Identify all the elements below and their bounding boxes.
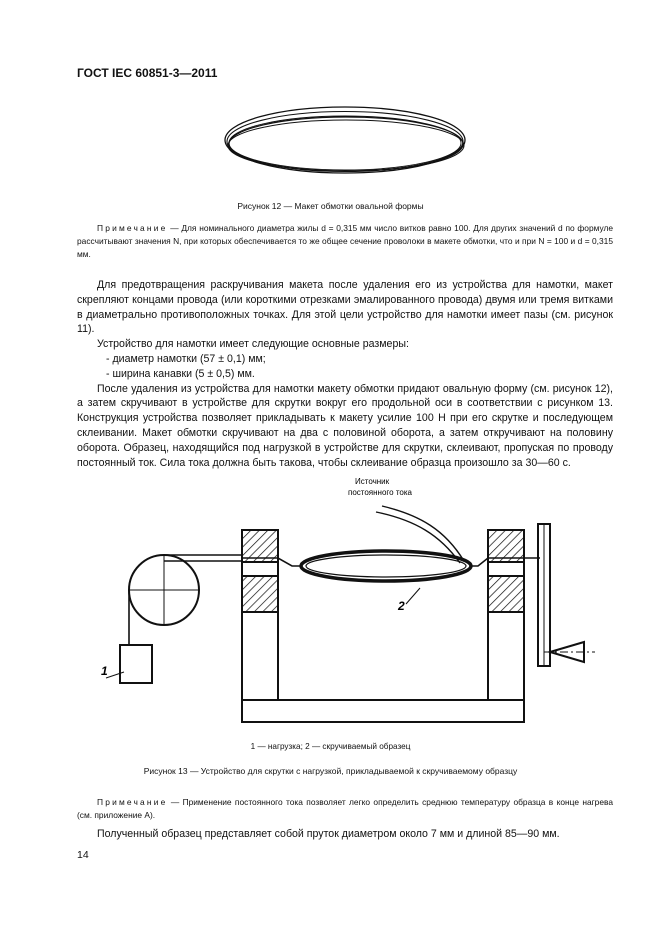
page-number: 14 xyxy=(77,849,89,861)
figure-12-oval-coil xyxy=(215,98,475,193)
note-1 xyxy=(77,222,613,261)
label-2: 2 xyxy=(398,599,405,613)
figure-13-caption: Рисунок 13 — Устройство для скрутки с нагрузкой, прикладываемой к скручиваемому образцу xyxy=(143,766,518,776)
body-text xyxy=(77,278,613,470)
note-1-text: — Для номинального диаметра жилы d = 0,315 мм число витков равно 100. Для других значений d по формуле рассчитывают значения N, при которых обеспечивается то же общее сечение проволоки в макете обмотки, что и при N = 100 и d = 0,315 мм. xyxy=(77,223,613,259)
paragraph-2: Устройство для намотки имеет следующие основные размеры: xyxy=(97,338,409,351)
figure-13-twisting-device xyxy=(95,472,615,734)
note-1-label: Примечание xyxy=(97,223,168,233)
document-header: ГОСТ IEC 60851-3—2011 xyxy=(77,66,218,80)
source-label-line-2: постоянного тока xyxy=(348,488,412,497)
note-2 xyxy=(77,796,613,822)
source-label-line-1: Источник xyxy=(355,477,390,486)
paragraph-3: После удаления из устройства для намотки макету обмотки придают овальную форму (см. рисунок 12), а затем скручивают в устройстве для скрутки вокруг его продольной оси в соответствии с рисунком 13. Конструкция устройства позволяет прикладывать к макету усилие 100 Н при его скрутке и последующем склеивании. Макет обмотки скручивают на два с половиной оборота, а затем откручивают на половину оборота. Образец, находящийся под нагрузкой в устройстве для скрутки, склеивают, пропуская по проводу постоянный ток. Сила тока должна быть такова, чтобы склеивание образца произошло за 30—60 с. xyxy=(77,382,613,469)
paragraph-1: Для предотвращения раскручивания макета после удаления его из устройства для намотки, макет скрепляют концами провода (или короткими отрезками эмалированного провода) двумя или тремя витками в диаметрально противоположных точках. Для этой цели устройство для намотки имеет пазы (см. рисунок 11). xyxy=(77,279,613,336)
figure-13-legend: 1 — нагрузка; 2 — скручиваемый образец xyxy=(250,742,411,751)
final-paragraph: Полученный образец представляет собой пруток диаметром около 7 мм и длиной 85—90 мм. xyxy=(97,828,560,840)
dimension-item-1: - диаметр намотки (57 ± 0,1) мм; xyxy=(106,352,266,365)
figure-12-caption: Рисунок 12 — Макет обмотки овальной формы xyxy=(237,201,424,211)
label-1: 1 xyxy=(101,664,108,678)
dimension-item-2: - ширина канавки (5 ± 0,5) мм. xyxy=(106,367,255,380)
note-2-label: Примечание xyxy=(97,797,168,807)
note-2-text: — Применение постоянного тока позволяет легко определить среднюю температуру образца в конце нагрева (см. приложение А). xyxy=(77,797,613,820)
